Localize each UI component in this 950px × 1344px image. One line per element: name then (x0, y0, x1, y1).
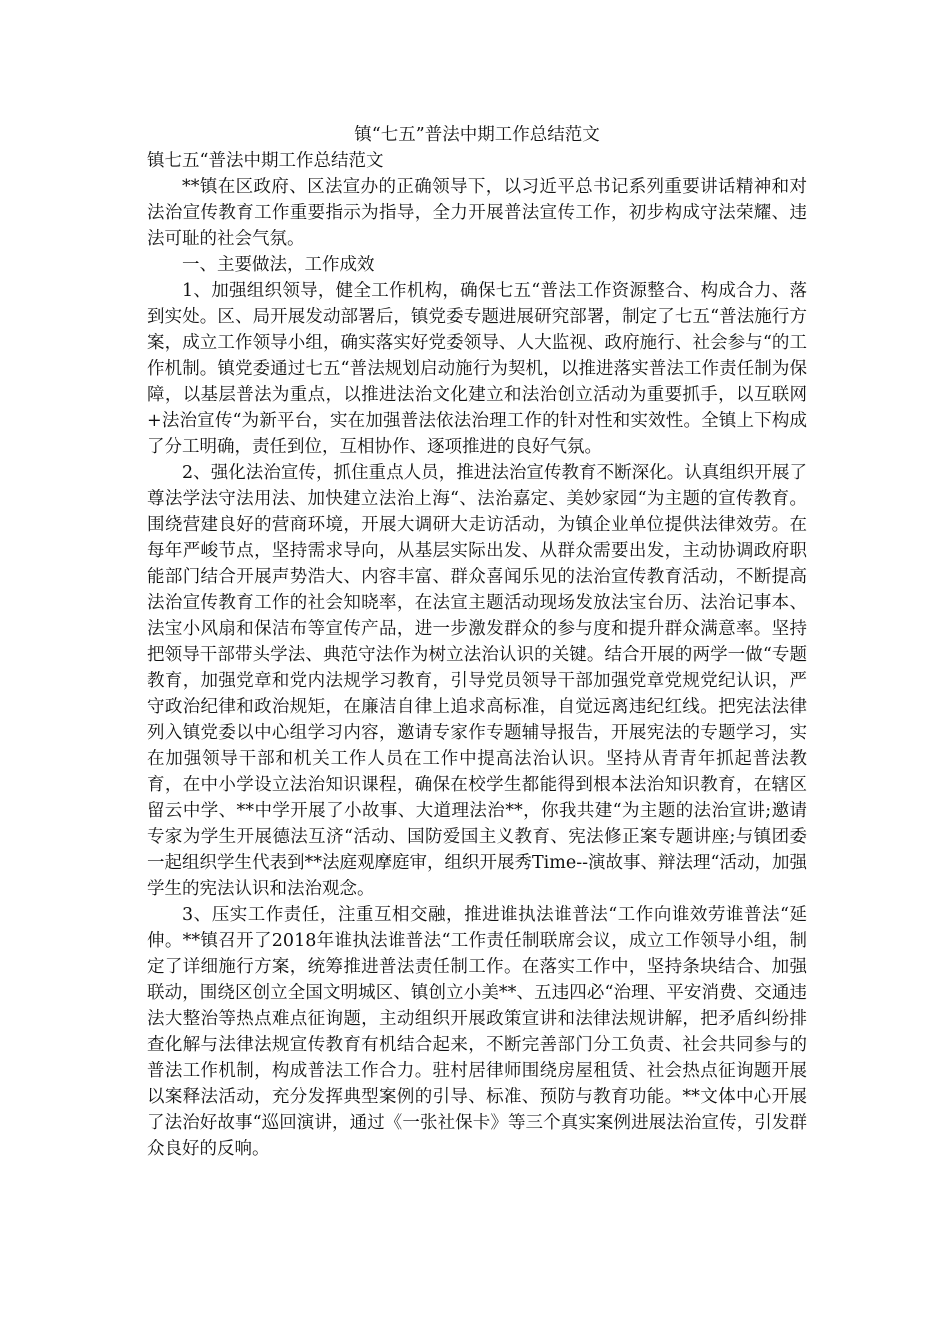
document-title: 镇“七五”普法中期工作总结范文 (354, 125, 600, 145)
document-subtitle: 镇七五“普法中期工作总结范文 (147, 151, 384, 171)
document-page (147, 122, 807, 1162)
paragraph-intro: **镇在区政府、区法宣办的正确领导下，以习近平总书记系列重要讲话精神和对法治宣传教育工作重要指示为指导，全力开展普法宣传工作，初步构成守法荣耀、违法可耻的社会气氛。 (147, 177, 807, 249)
paragraph-3: 3、压实工作责任，注重互相交融，推进谁执法谁普法“工作向谁效劳谁普法“延伸。**镇召开了2018年谁执法谁普法“工作责任制联席会议，成立工作领导小组，制定了详细施行方案，统筹推进普法责任制工作。在落实工作中，坚持条块结合、加强联动，围绕区创立全国文明城区、镇创立小美**、五违四必“治理、平安消费、交通违法大整治等热点难点征询题，主动组织开展政策宣讲和法律法规讲解，把矛盾纠纷排查化解与法律法规宣传教育有机结合起来，不断完善部门分工负责、社会共同参与的普法工作机制，构成普法工作合力。驻村居律师围绕房屋租赁、社会热点征询题开展以案释法活动，充分发挥典型案例的引导、标准、预防与教育功能。**文体中心开展了法治好故事“巡回演讲，通过《一张社保卡》等三个真实案例进展法治宣传，引发群众良好的反响。 (147, 905, 807, 1159)
paragraph-1: 1、加强组织领导，健全工作机构，确保七五“普法工作资源整合、构成合力、落到实处。区、局开展发动部署后，镇党委专题进展研究部署，制定了七五“普法施行方案，成立工作领导小组，确实落实好党委领导、人大监视、政府施行、社会参与“的工作机制。镇党委通过七五“普法规划启动施行为契机，以推进落实普法工作责任制为保障，以基层普法为重点，以推进法治文化建立和法治创立活动为重要抓手，以互联网+法治宣传“为新平台，实在加强普法依法治理工作的针对性和实效性。全镇上下构成了分工明确，责任到位，互相协作、逐项推进的良好气氛。 (147, 281, 807, 457)
section-heading: 一、主要做法，工作成效 (182, 255, 375, 275)
paragraph-2: 2、强化法治宣传，抓住重点人员，推进法治宣传教育不断深化。认真组织开展了尊法学法守法用法、加快建立法治上海“、法治嘉定、美妙家园“为主题的宣传教育。围绕营建良好的营商环境，开展大调研大走访活动，为镇企业单位提供法律效劳。在每年严峻节点，坚持需求导向，从基层实际出发、从群众需要出发，主动协调政府职能部门结合开展声势浩大、内容丰富、群众喜闻乐见的法治宣传教育活动，不断提高法治宣传教育工作的社会知晓率，在法宣主题活动现场发放法宝台历、法治记事本、法宝小风扇和保洁布等宣传产品，进一步激发群众的参与度和提升群众满意率。坚持把领导干部带头学法、典范守法作为树立法治认识的关键。结合开展的两学一做“专题教育，加强党章和党内法规学习教育，引导党员领导干部加强党章党规党纪认识，严守政治纪律和政治规矩，在廉洁自律上追求高标准，自觉远离违纪红线。把宪法法律列入镇党委以中心组学习内容，邀请专家作专题辅导报告，开展宪法的专题学习，实在加强领导干部和机关工作人员在工作中提高法治认识。坚持从青青年抓起普法教育，在中小学设立法治知识课程，确保在校学生都能得到根本法治知识教育，在辖区留云中学、**中学开展了小故事、大道理法治**，你我共建“为主题的法治宣讲;邀请专家为学生开展德法互济“活动、国防爱国主义教育、宪法修正案专题讲座;与镇团委一起组织学生代表到**法庭观摩庭审，组织开展秀Time--演故事、辩法理“活动，加强学生的宪法认识和法治观念。 (147, 463, 807, 899)
